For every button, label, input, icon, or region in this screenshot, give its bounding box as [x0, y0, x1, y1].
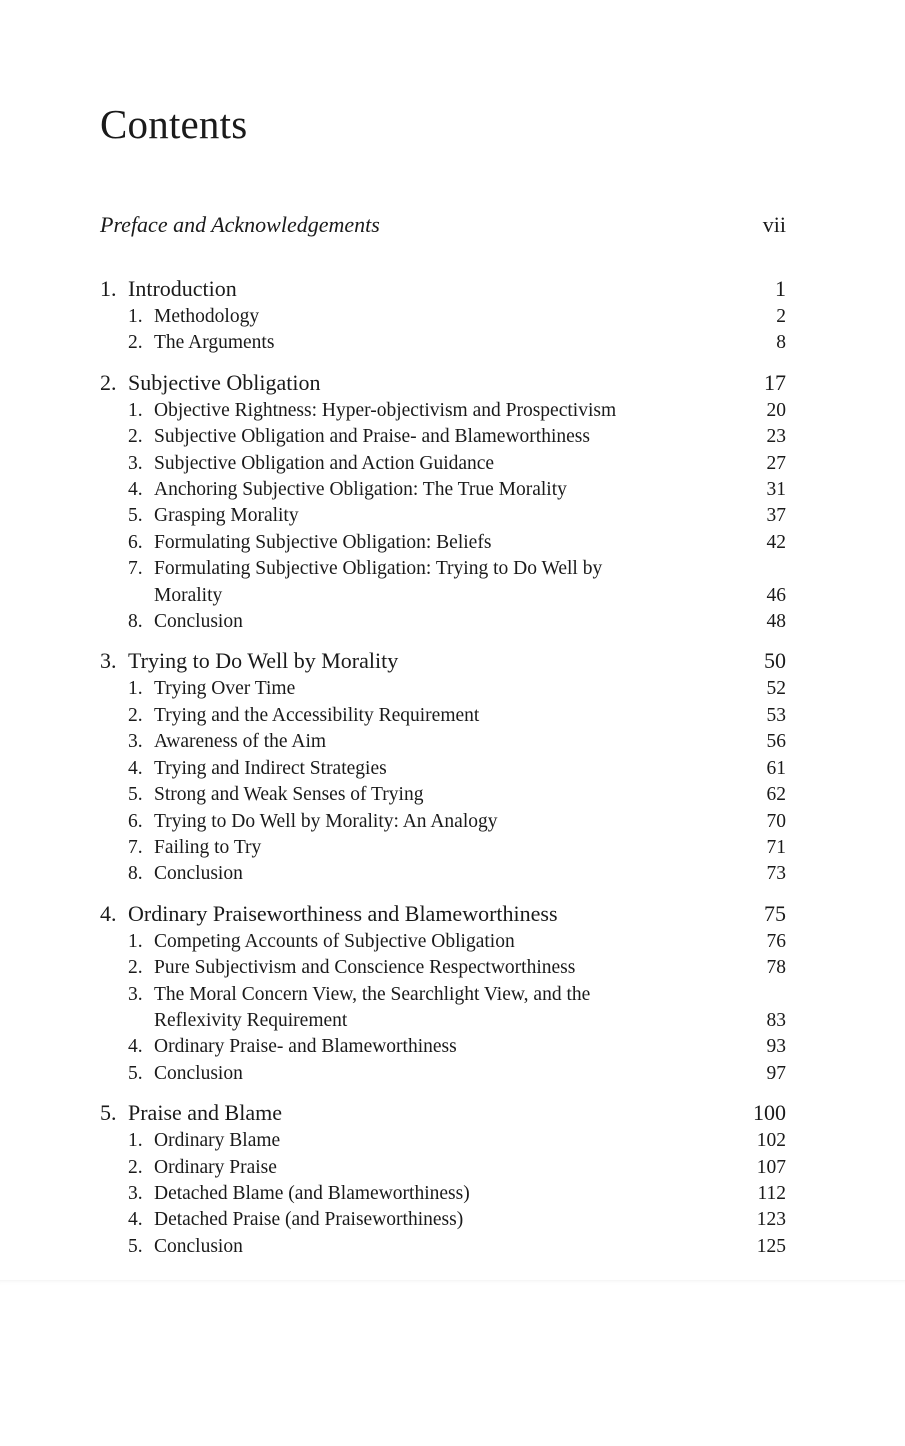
section-page-number: 112 [757, 1182, 786, 1204]
section-title: Failing to Try [154, 836, 262, 858]
section-title: Subjective Obligation and Praise- and Blameworthiness [154, 426, 590, 448]
toc-entry-section[interactable] [100, 1061, 786, 1087]
section-heading [100, 809, 498, 835]
chapter-heading [100, 899, 558, 929]
section-page-number: 23 [766, 426, 786, 448]
toc-entry-section[interactable] [100, 929, 786, 955]
section-number: 5. [128, 784, 143, 806]
toc-entry-section[interactable] [100, 676, 786, 702]
toc-entry-section[interactable] [100, 477, 786, 503]
section-number: 8. [128, 611, 143, 633]
section-title: Grasping Morality [154, 505, 299, 527]
section-page-number: 83 [766, 1009, 786, 1031]
section-page-number: 61 [766, 757, 786, 779]
section-number: 7. [128, 558, 143, 580]
section-page-number: 73 [766, 863, 786, 885]
toc-entry-section[interactable] [100, 809, 786, 835]
section-page-number: 62 [766, 784, 786, 806]
section-page-number: 123 [756, 1209, 786, 1231]
section-heading [100, 929, 515, 955]
section-number: 3. [128, 452, 143, 474]
section-title: Conclusion [154, 1062, 243, 1084]
toc-entry-section[interactable] [100, 1155, 786, 1181]
preface-page-number: vii [762, 212, 786, 237]
section-title: Trying and the Accessibility Requirement [154, 704, 480, 726]
section-number: 1. [128, 678, 143, 700]
section-heading [100, 835, 261, 861]
section-title: Strong and Weak Senses of Trying [154, 784, 424, 806]
section-title: Trying to Do Well by Morality: An Analogy [154, 810, 498, 832]
chapter-1 [100, 274, 786, 357]
toc-entry-section[interactable] [100, 556, 786, 609]
toc-entry-preface[interactable] [100, 212, 786, 238]
section-title: Trying and Indirect Strategies [154, 757, 387, 779]
toc-entry-section[interactable] [100, 703, 786, 729]
chapter-3 [100, 646, 786, 887]
section-number: 2. [128, 704, 143, 726]
section-title: Detached Praise (and Praiseworthiness) [154, 1209, 464, 1231]
section-number: 3. [128, 983, 143, 1005]
section-number: 1. [128, 1130, 143, 1152]
section-heading [100, 676, 295, 702]
section-number: 7. [128, 836, 143, 858]
section-number: 2. [128, 332, 143, 354]
chapter-title: Subjective Obligation [128, 369, 321, 395]
section-title: Awareness of the Aim [154, 731, 327, 753]
toc-entry-section[interactable] [100, 1128, 786, 1154]
section-page-number: 20 [766, 399, 786, 421]
page-title: Contents [100, 101, 248, 147]
chapter-page-number: 50 [764, 648, 786, 674]
chapter-title: Introduction [128, 276, 237, 301]
section-title: Conclusion [154, 611, 243, 633]
section-number: 4. [128, 757, 143, 779]
toc-entry-section[interactable] [100, 835, 786, 861]
section-heading [100, 1128, 280, 1154]
chapter-page-number: 1 [775, 276, 786, 301]
toc-entry-section[interactable] [100, 609, 786, 635]
section-title: Objective Rightness: Hyper-objectivism and Prospectivism [154, 399, 617, 421]
toc-entry-chapter[interactable] [100, 899, 786, 929]
chapter-number: 4. [100, 900, 117, 926]
toc-entry-section[interactable] [100, 729, 786, 755]
chapter-heading [100, 274, 237, 304]
section-title: Methodology [154, 306, 260, 327]
chapter-page-number: 100 [753, 1100, 786, 1126]
toc-entry-section[interactable] [100, 1181, 786, 1207]
section-number: 6. [128, 531, 143, 553]
section-heading [100, 304, 259, 330]
section-heading [100, 424, 590, 450]
toc-entry-section[interactable] [100, 782, 786, 808]
section-title: Anchoring Subjective Obligation: The True Morality [154, 479, 567, 501]
toc-entry-section[interactable] [100, 756, 786, 782]
section-title: Ordinary Praise [154, 1156, 277, 1178]
section-heading [100, 477, 567, 503]
section-number: 2. [128, 957, 143, 979]
section-page-number: 102 [756, 1130, 786, 1152]
chapter-number: 3. [100, 648, 117, 674]
section-number: 1. [128, 306, 143, 327]
section-heading [100, 556, 674, 609]
section-page-number: 78 [766, 957, 786, 979]
section-heading [100, 1234, 243, 1260]
section-number: 5. [128, 1235, 143, 1257]
section-page-number: 70 [766, 810, 786, 832]
section-page-number: 76 [766, 930, 786, 952]
section-title: Detached Blame (and Blameworthiness) [154, 1182, 470, 1204]
section-number: 8. [128, 863, 143, 885]
section-heading [100, 1181, 470, 1207]
section-title: Ordinary Praise- and Blameworthiness [154, 1036, 457, 1058]
section-page-number: 71 [766, 836, 786, 858]
chapter-page-number: 17 [764, 369, 786, 395]
section-heading [100, 703, 479, 729]
chapter-number: 5. [100, 1100, 117, 1126]
toc-entry-section[interactable] [100, 1034, 786, 1060]
preface-label: Preface and Acknowledgements [100, 212, 380, 237]
chapter-title: Trying to Do Well by Morality [128, 648, 399, 674]
section-heading [100, 1155, 277, 1181]
section-heading [100, 398, 616, 424]
toc-entry-chapter[interactable] [100, 1098, 786, 1128]
section-number: 1. [128, 930, 143, 952]
section-heading [100, 1061, 243, 1087]
section-title: Ordinary Blame [154, 1130, 281, 1152]
section-title: The Moral Concern View, the Searchlight View, and the Reflexivity Requirement [154, 983, 591, 1031]
section-heading [100, 982, 674, 1035]
section-number: 4. [128, 1209, 143, 1231]
section-page-number: 46 [766, 584, 786, 606]
toc-entry-section[interactable] [100, 451, 786, 477]
toc-entry-section[interactable] [100, 304, 786, 330]
section-title: Subjective Obligation and Action Guidance [154, 452, 495, 474]
table-of-contents [100, 274, 786, 1271]
chapter-4 [100, 899, 786, 1087]
toc-entry-section[interactable] [100, 982, 786, 1035]
section-heading [100, 1034, 457, 1060]
section-title: Trying Over Time [154, 678, 296, 700]
chapter-5 [100, 1098, 786, 1260]
section-page-number: 125 [756, 1235, 786, 1257]
toc-entry-chapter[interactable] [100, 646, 786, 676]
section-page-number: 37 [766, 505, 786, 527]
section-title: Conclusion [154, 1235, 243, 1257]
section-number: 6. [128, 810, 143, 832]
toc-entry-section[interactable] [100, 861, 786, 887]
section-number: 4. [128, 1036, 143, 1058]
section-heading [100, 451, 494, 477]
section-page-number: 52 [766, 678, 786, 700]
toc-entry-section[interactable] [100, 1234, 786, 1260]
section-title: Pure Subjectivism and Conscience Respectworthiness [154, 957, 576, 979]
section-number: 5. [128, 1062, 143, 1084]
section-number: 3. [128, 1182, 143, 1204]
section-page-number: 107 [756, 1156, 786, 1178]
section-page-number: 97 [766, 1062, 786, 1084]
section-heading [100, 782, 423, 808]
section-title: Competing Accounts of Subjective Obligation [154, 930, 515, 952]
chapter-number: 1. [100, 276, 117, 301]
section-page-number: 53 [766, 704, 786, 726]
toc-entry-section[interactable] [100, 398, 786, 424]
toc-entry-section[interactable] [100, 1207, 786, 1233]
chapter-page-number: 75 [764, 900, 786, 926]
section-number: 1. [128, 399, 143, 421]
section-heading [100, 955, 575, 981]
section-title: The Arguments [154, 332, 275, 354]
chapter-heading [100, 1098, 282, 1128]
section-heading [100, 609, 243, 635]
section-heading [100, 756, 387, 782]
section-page-number: 48 [766, 611, 786, 633]
section-heading [100, 1207, 463, 1233]
section-heading [100, 729, 326, 755]
section-number: 2. [128, 1156, 143, 1178]
section-heading [100, 330, 274, 356]
toc-entry-section[interactable] [100, 330, 786, 356]
section-heading [100, 861, 243, 887]
section-title: Formulating Subjective Obligation: Trying to Do Well by Morality [154, 558, 603, 606]
chapter-2 [100, 368, 786, 636]
section-number: 4. [128, 479, 143, 501]
page-background [0, 1280, 905, 1446]
section-page-number: 2 [776, 306, 786, 327]
section-title: Formulating Subjective Obligation: Beliefs [154, 531, 492, 553]
section-page-number: 56 [766, 731, 786, 753]
section-page-number: 31 [766, 479, 786, 501]
section-number: 5. [128, 505, 143, 527]
chapter-number: 2. [100, 369, 117, 395]
section-page-number: 42 [766, 531, 786, 553]
chapter-title: Ordinary Praiseworthiness and Blameworthiness [128, 900, 558, 926]
toc-entry-section[interactable] [100, 424, 786, 450]
section-page-number: 27 [766, 452, 786, 474]
toc-entry-chapter[interactable] [100, 368, 786, 398]
toc-entry-section[interactable] [100, 503, 786, 529]
section-heading [100, 530, 491, 556]
section-title: Conclusion [154, 863, 243, 885]
chapter-title: Praise and Blame [128, 1100, 282, 1126]
chapter-heading [100, 646, 398, 676]
section-number: 2. [128, 426, 143, 448]
toc-entry-chapter[interactable] [100, 274, 786, 304]
section-number: 3. [128, 731, 143, 753]
section-page-number: 93 [766, 1036, 786, 1058]
section-heading [100, 503, 299, 529]
section-page-number: 8 [776, 332, 786, 354]
chapter-heading [100, 368, 320, 398]
toc-entry-section[interactable] [100, 955, 786, 981]
toc-entry-section[interactable] [100, 530, 786, 556]
